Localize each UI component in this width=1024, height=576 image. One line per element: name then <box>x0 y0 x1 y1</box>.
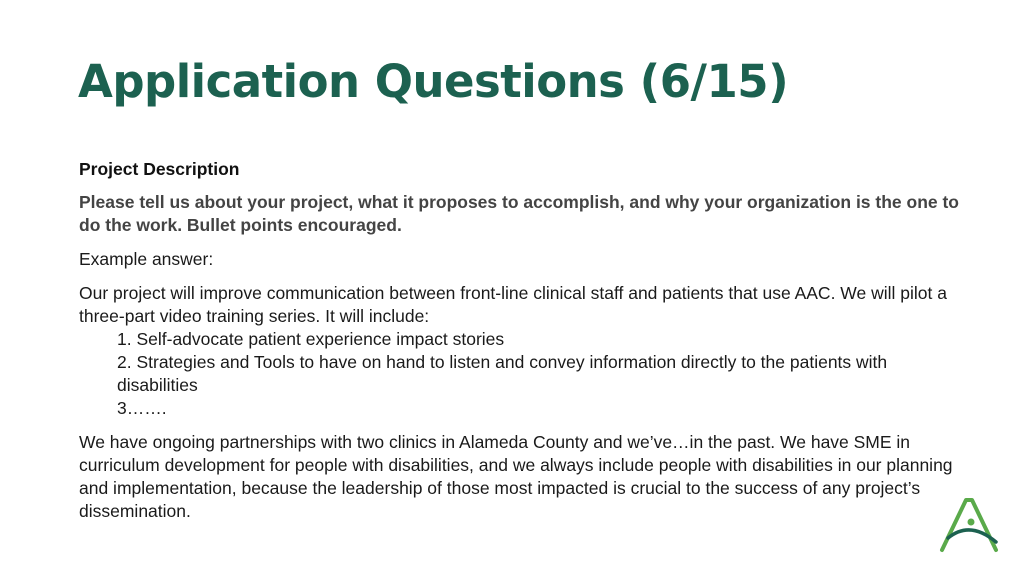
list-item: 2. Strategies and Tools to have on hand to listen and convey information directly to the patients with disabilities <box>117 352 888 395</box>
answer-intro: Our project will improve communication between front-line clinical staff and patients that use AAC. We will pilot a three-part video training series. It will include: <box>79 283 947 326</box>
closing-paragraph: We have ongoing partnerships with two clinics in Alameda County and we’ve…in the past. We have SME in curriculum development for people with disabilities, and we always include people with disabilities in our planning and implementation, because the leadership of those most impacted is crucial to the success of any project’s dissemination. <box>79 432 953 521</box>
slide-title: Application Questions (6/15) <box>78 55 789 108</box>
question-text: Please tell us about your project, what it proposes to accomplish, and why your organization is the one to do the work. Bullet points encouraged. <box>79 192 959 235</box>
list-item: 1. Self-advocate patient experience impact stories <box>117 329 505 349</box>
example-label: Example answer: <box>79 249 214 269</box>
a-letter-logo-icon <box>936 494 1002 554</box>
slide-content <box>79 158 959 523</box>
answer-list <box>79 328 959 420</box>
section-heading: Project Description <box>79 159 240 179</box>
list-item: 3……. <box>117 398 167 418</box>
